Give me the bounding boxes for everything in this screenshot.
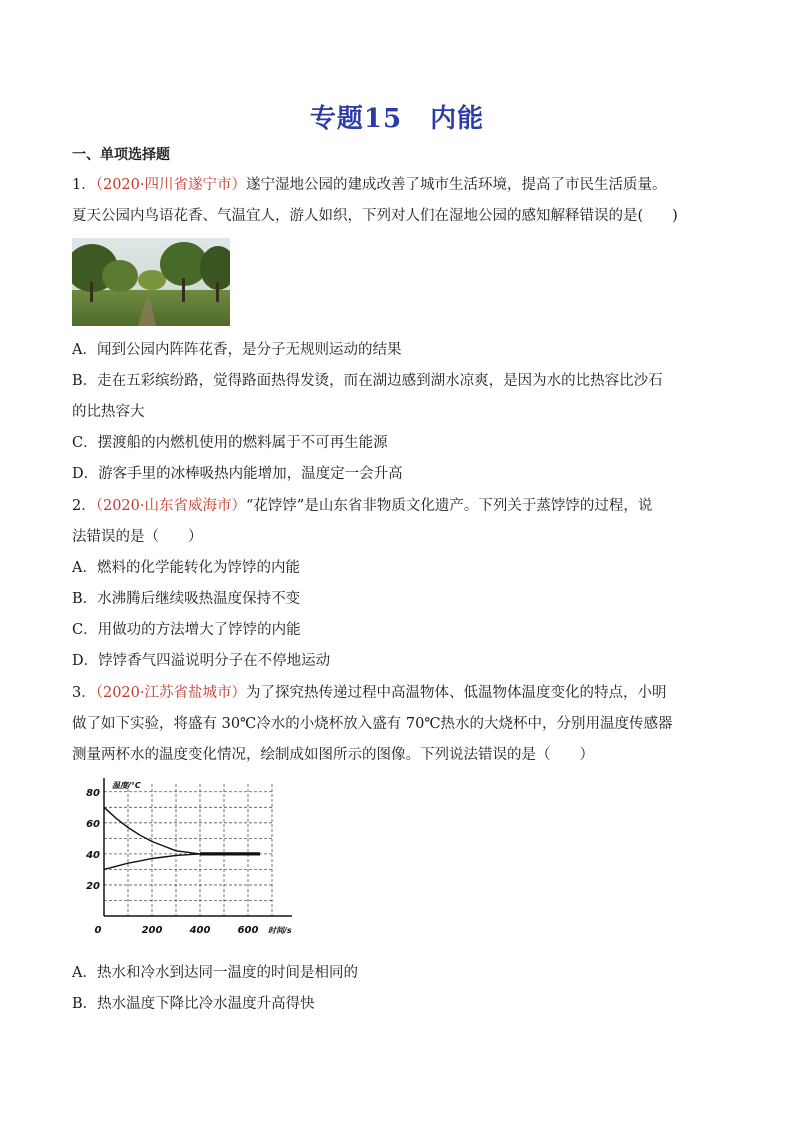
q3-line1	[72, 683, 667, 703]
q1-option-d: D．游客手里的冰棒吸热内能增加，温度定一会升高	[72, 466, 403, 482]
y-tick-label: 20	[86, 880, 100, 892]
x-tick-label: 200	[141, 925, 163, 936]
q1-option-c: C．摆渡船的内燃机使用的燃料属于不可再生能源	[72, 435, 388, 451]
series-line-cold-water	[104, 854, 260, 870]
q3-stem-part3: 测量两杯水的温度变化情况，绘制成如图所示的图像。下列说法错误的是（ ）	[72, 747, 594, 763]
q2-stem-part1: “花饽饽”是山东省非物质文化遗产。下列关于蒸饽饽的过程，说	[246, 498, 653, 514]
q1-option-b: B．走在五彩缤纷路，觉得路面热得发烫，而在湖边感到湖水凉爽，是因为水的比热容比沙石	[72, 373, 663, 389]
temperature-time-chart	[86, 778, 316, 946]
y-tick-label: 40	[86, 849, 100, 861]
q3-option-b: B．热水温度下降比冷水温度升高得快	[72, 996, 315, 1012]
q3-source: （2020·江苏省盐城市）	[95, 685, 246, 701]
q2-line1	[72, 496, 652, 516]
q2-option-a: A．燃料的化学能转化为饽饽的内能	[72, 560, 300, 576]
q1-number: 1．	[72, 177, 96, 193]
x-tick-label: 400	[189, 925, 211, 936]
q1-option-a: A．闻到公园内阵阵花香，是分子无规则运动的结果	[72, 342, 402, 358]
q2-number: 2．	[72, 498, 96, 514]
title-prefix: 专题15	[309, 104, 403, 134]
page-title	[0, 98, 794, 135]
q1-line1	[72, 175, 667, 195]
q1-option-b-cont: 的比热容大	[72, 404, 145, 420]
q3-stem-part1: 为了探究热传递过程中高温物体、低温物体温度变化的特点，小明	[246, 685, 667, 701]
q1-stem-part1: 遂宁湿地公园的建成改善了城市生活环境，提高了市民生活质量。	[246, 177, 667, 193]
q1-stem-part2: 夏天公园内鸟语花香、气温宜人，游人如织，下列对人们在湿地公园的感知解释错误的是( )	[72, 208, 678, 224]
q2-option-d: D．饽饽香气四溢说明分子在不停地运动	[72, 653, 331, 669]
q2-stem-part2: 法错误的是（ ）	[72, 529, 203, 545]
q2-option-c: C．用做功的方法增大了饽饽的内能	[72, 622, 301, 638]
q1-source: （2020·四川省遂宁市）	[95, 177, 246, 193]
x-tick-label: 600	[237, 925, 259, 936]
series-line-hot-water	[104, 807, 260, 854]
title-main: 内能	[430, 104, 485, 134]
q3-option-a: A．热水和冷水到达同一温度的时间是相同的	[72, 965, 358, 981]
x-origin-label: 0	[94, 925, 102, 936]
q2-option-b: B．水沸腾后继续吸热温度保持不变	[72, 591, 301, 607]
x-axis-label: 时间/s	[268, 926, 292, 935]
y-tick-label: 80	[86, 787, 100, 799]
park-photo	[72, 238, 230, 326]
q3-stem-part2: 做了如下实验，将盛有 30℃冷水的小烧杯放入盛有 70℃热水的大烧杯中，分别用温度传感器	[72, 716, 673, 732]
y-tick-label: 60	[86, 818, 100, 830]
section-heading: 一、单项选择题	[72, 147, 170, 163]
q3-number: 3．	[72, 685, 96, 701]
q2-source: （2020·山东省威海市）	[95, 498, 246, 514]
y-axis-label: 温度/°C	[112, 781, 141, 790]
